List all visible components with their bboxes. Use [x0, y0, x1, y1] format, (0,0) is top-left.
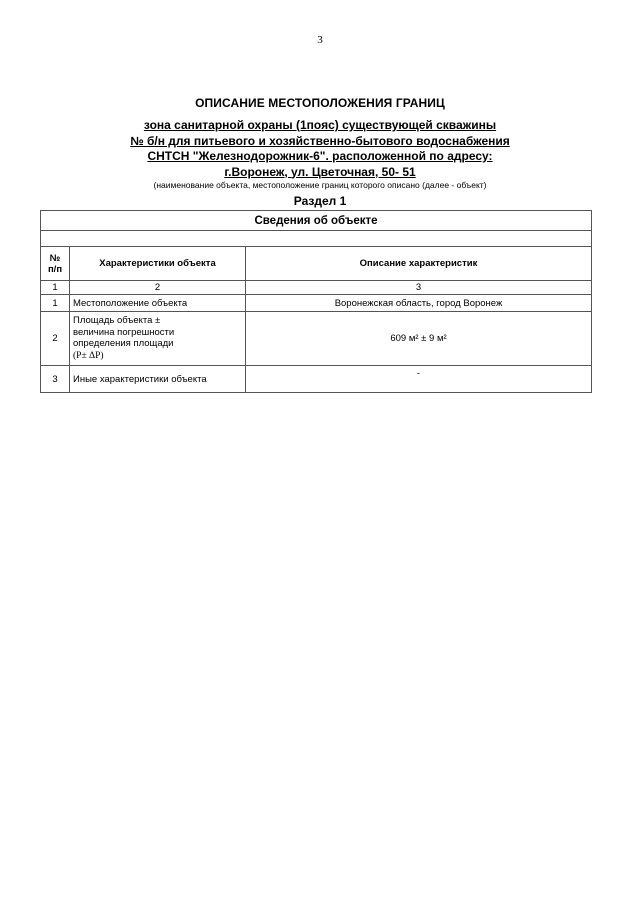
document-title: ОПИСАНИЕ МЕСТОПОЛОЖЕНИЯ ГРАНИЦ [195, 96, 445, 110]
row-1-number: 1 [41, 295, 70, 312]
row-2-characteristic-formula: (Р± ΔР) [73, 350, 104, 361]
row-3-characteristic: Иные характеристики объекта [70, 366, 246, 393]
section-title: Раздел 1 [293, 194, 347, 208]
object-name-line-3: СНТСН "Железнодорожник-6". расположенной по адресу: [147, 149, 493, 163]
table-row [41, 312, 592, 366]
object-name-line-1: зона санитарной охраны (1пояс) существующей скважины [143, 118, 497, 132]
table-row [41, 295, 592, 312]
row-2-number: 2 [41, 312, 70, 366]
col-number-2: 2 [70, 281, 246, 295]
col-header-description: Описание характеристик [246, 247, 592, 281]
table-spacer-row [41, 231, 592, 247]
object-name [0, 118, 640, 180]
table-row [41, 366, 592, 393]
col-number-1: 1 [41, 281, 70, 295]
row-1-characteristic: Местоположение объекта [70, 295, 246, 312]
object-name-line-2: № б/н для питьевого и хозяйственно-бытового водоснабжения [130, 133, 510, 148]
col-header-number: № п/п [41, 247, 70, 281]
col-header-characteristic: Характеристики объекта [70, 247, 246, 281]
row-1-description: Воронежская область, город Воронеж [246, 295, 592, 312]
object-name-line-4: г.Воронеж, ул. Цветочная, 50- 51 [224, 164, 416, 179]
object-caption: (наименование объекта, местоположение границ которого описано (далее - объект) [153, 180, 487, 190]
row-2-description: 609 м² ± 9 м² [246, 312, 592, 366]
table-heading: Сведения об объекте [41, 211, 592, 231]
page-number: 3 [317, 34, 323, 46]
col-number-3: 3 [246, 281, 592, 295]
object-info-table [40, 210, 592, 393]
row-2-characteristic [70, 312, 246, 366]
row-3-description: - [246, 366, 592, 393]
row-2-characteristic-text: Площадь объекта ± величина погрешности определения площади [73, 315, 175, 350]
row-3-number: 3 [41, 366, 70, 393]
